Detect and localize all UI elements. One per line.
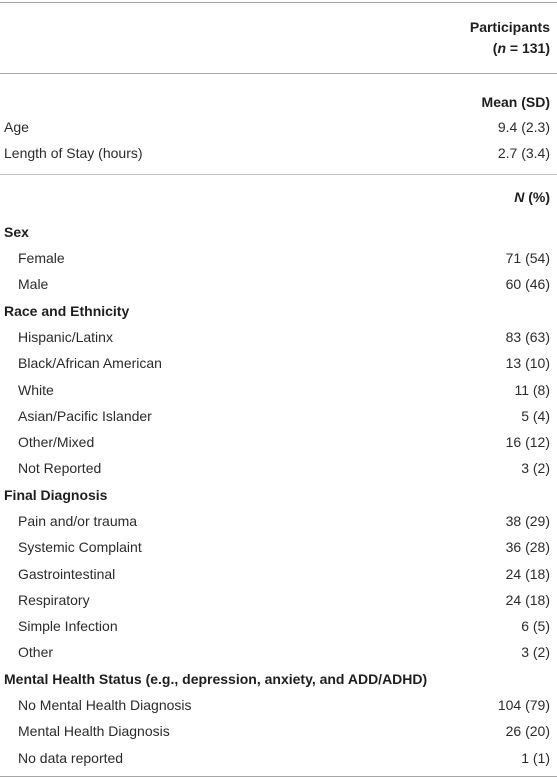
- table-row: [0, 745, 557, 771]
- row-value: 5 (4): [521, 407, 550, 424]
- table-row: [0, 692, 557, 718]
- row-value: 16 (12): [505, 434, 550, 451]
- row-label: Pain and/or trauma: [18, 513, 138, 529]
- table-row: [0, 718, 557, 744]
- table-row: [0, 534, 557, 560]
- table-row: [0, 613, 557, 639]
- row-value: 2.7 (3.4): [497, 145, 550, 162]
- table-row: [0, 639, 557, 665]
- group-header-race: [0, 297, 557, 323]
- row-value: 104 (79): [497, 697, 550, 714]
- table-row: [0, 560, 557, 586]
- row-value: 38 (29): [505, 513, 550, 529]
- row-label: Other: [18, 644, 54, 661]
- row-label: Age: [4, 119, 29, 136]
- row-value: 1 (1): [521, 749, 550, 766]
- table-row: [0, 324, 557, 350]
- table-row: [0, 508, 557, 534]
- demographics-table: [0, 2, 557, 777]
- row-label: Systemic Complaint: [18, 539, 142, 556]
- row-label: Respiratory: [18, 591, 90, 608]
- table-row: [0, 403, 557, 429]
- n-percent-label: N (%): [514, 188, 550, 205]
- group-title: Final Diagnosis: [4, 486, 108, 503]
- row-value: 3 (2): [521, 644, 550, 661]
- row-value: 24 (18): [505, 565, 550, 582]
- table-row: [0, 429, 557, 455]
- table-row: [0, 245, 557, 271]
- participants-header: [470, 17, 557, 59]
- group-header-diagnosis: [0, 482, 557, 508]
- row-value: 3 (2): [521, 460, 550, 477]
- row-value: 83 (63): [505, 328, 550, 345]
- row-value: 60 (46): [505, 276, 550, 293]
- row-value: 24 (18): [505, 591, 550, 608]
- table-row: [0, 587, 557, 613]
- group-title: Sex: [4, 223, 29, 240]
- n-percent-subheader: [0, 175, 557, 219]
- table-row: [0, 140, 557, 166]
- mean-sd-label: Mean (SD): [481, 94, 550, 110]
- row-value: 11 (8): [514, 381, 550, 398]
- table-row: [0, 376, 557, 402]
- table-row: [0, 455, 557, 481]
- participants-n: (n = 131): [492, 40, 550, 56]
- table-row: [0, 271, 557, 297]
- group-header-sex: [0, 219, 557, 245]
- row-label: Asian/Pacific Islander: [18, 407, 152, 424]
- row-value: 13 (10): [505, 355, 550, 372]
- table-row: [0, 350, 557, 376]
- row-value: 9.4 (2.3): [497, 119, 550, 136]
- group-header-mental-health: [0, 666, 557, 692]
- row-label: Not Reported: [18, 460, 102, 477]
- row-label: Black/African American: [18, 355, 162, 372]
- row-label: Gastrointestinal: [18, 565, 116, 582]
- group-title: Mental Health Status (e.g., depression, anxiety, and ADD/ADHD): [4, 670, 428, 687]
- group-title: Race and Ethnicity: [4, 302, 130, 319]
- row-value: 26 (20): [505, 723, 550, 740]
- mean-sd-subheader: [0, 74, 557, 114]
- row-label: Length of Stay (hours): [4, 145, 143, 162]
- row-label: Other/Mixed: [18, 434, 95, 451]
- row-label: Male: [18, 276, 49, 293]
- participants-label: Participants: [469, 19, 550, 35]
- row-label: No data reported: [18, 749, 124, 766]
- row-value: 36 (28): [505, 539, 550, 556]
- row-label: Hispanic/Latinx: [18, 328, 113, 345]
- table-row: [0, 114, 557, 140]
- row-label: Mental Health Diagnosis: [18, 723, 170, 740]
- row-label: Simple Infection: [18, 618, 118, 635]
- row-label: White: [18, 381, 54, 398]
- row-value: 71 (54): [505, 250, 550, 267]
- row-label: No Mental Health Diagnosis: [18, 697, 192, 714]
- row-value: 6 (5): [521, 618, 550, 635]
- table-header: [0, 3, 557, 73]
- row-label: Female: [18, 250, 65, 267]
